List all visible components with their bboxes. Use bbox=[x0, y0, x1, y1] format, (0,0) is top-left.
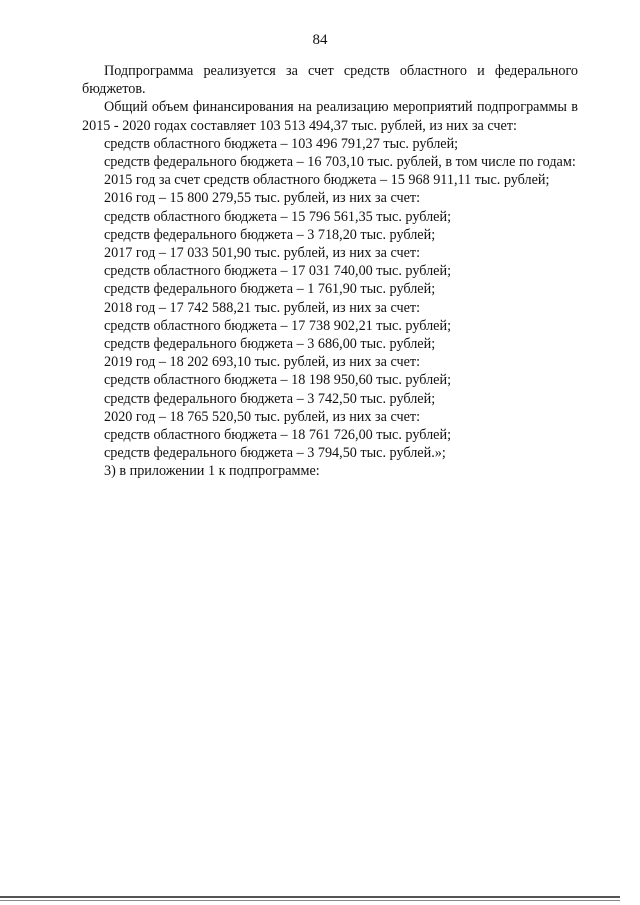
paragraph-federal-total: средств федерального бюджета – 16 703,10 тыс. рублей, в том числе по годам: bbox=[104, 154, 576, 171]
line-federal-2018: средств федерального бюджета – 3 686,00 тыс. рублей; bbox=[104, 336, 436, 353]
line-federal-2019: средств федерального бюджета – 3 742,50 тыс. рублей; bbox=[104, 390, 436, 407]
paragraph-funding-source: Подпрограмма реализуется за счет средств областного и федерального бюджетов. bbox=[82, 63, 578, 98]
bottom-scan-edge-secondary bbox=[0, 900, 620, 901]
line-federal-2020: средств федерального бюджета – 3 794,50 тыс. рублей.»; bbox=[104, 445, 446, 462]
line-federal-2016: средств федерального бюджета – 3 718,20 тыс. рублей; bbox=[104, 226, 436, 243]
line-regional-2019: средств областного бюджета – 18 198 950,60 тыс. рублей; bbox=[104, 372, 452, 389]
line-regional-2020: средств областного бюджета – 18 761 726,00 тыс. рублей; bbox=[104, 427, 452, 444]
page-number: 84 bbox=[312, 32, 328, 48]
line-regional-2016: средств областного бюджета – 15 796 561,35 тыс. рублей; bbox=[104, 208, 452, 225]
paragraph-total-funding: Общий объем финансирования на реализацию мероприятий подпрограммы в 2015 - 2020 годах составляет 103 513 494,37 тыс. рублей, из них за счет: bbox=[82, 99, 578, 134]
line-regional-total: средств областного бюджета – 103 496 791,27 тыс. рублей; bbox=[104, 135, 459, 152]
line-year-2017: 2017 год – 17 033 501,90 тыс. рублей, из них за счет: bbox=[104, 245, 421, 262]
line-federal-2017: средств федерального бюджета – 1 761,90 тыс. рублей; bbox=[104, 281, 436, 298]
line-year-2016: 2016 год – 15 800 279,55 тыс. рублей, из них за счет: bbox=[104, 190, 421, 207]
bottom-scan-edge bbox=[0, 896, 620, 898]
line-appendix-item: 3) в приложении 1 к подпрограмме: bbox=[104, 463, 320, 480]
line-year-2018: 2018 год – 17 742 588,21 тыс. рублей, из них за счет: bbox=[104, 299, 421, 316]
line-regional-2018: средств областного бюджета – 17 738 902,21 тыс. рублей; bbox=[104, 317, 452, 334]
line-year-2020: 2020 год – 18 765 520,50 тыс. рублей, из них за счет: bbox=[104, 408, 421, 425]
document-body bbox=[82, 62, 578, 481]
line-year-2019: 2019 год – 18 202 693,10 тыс. рублей, из них за счет: bbox=[104, 354, 421, 371]
paragraph-year-2015: 2015 год за счет средств областного бюджета – 15 968 911,11 тыс. рублей; bbox=[104, 172, 550, 189]
line-regional-2017: средств областного бюджета – 17 031 740,00 тыс. рублей; bbox=[104, 263, 452, 280]
